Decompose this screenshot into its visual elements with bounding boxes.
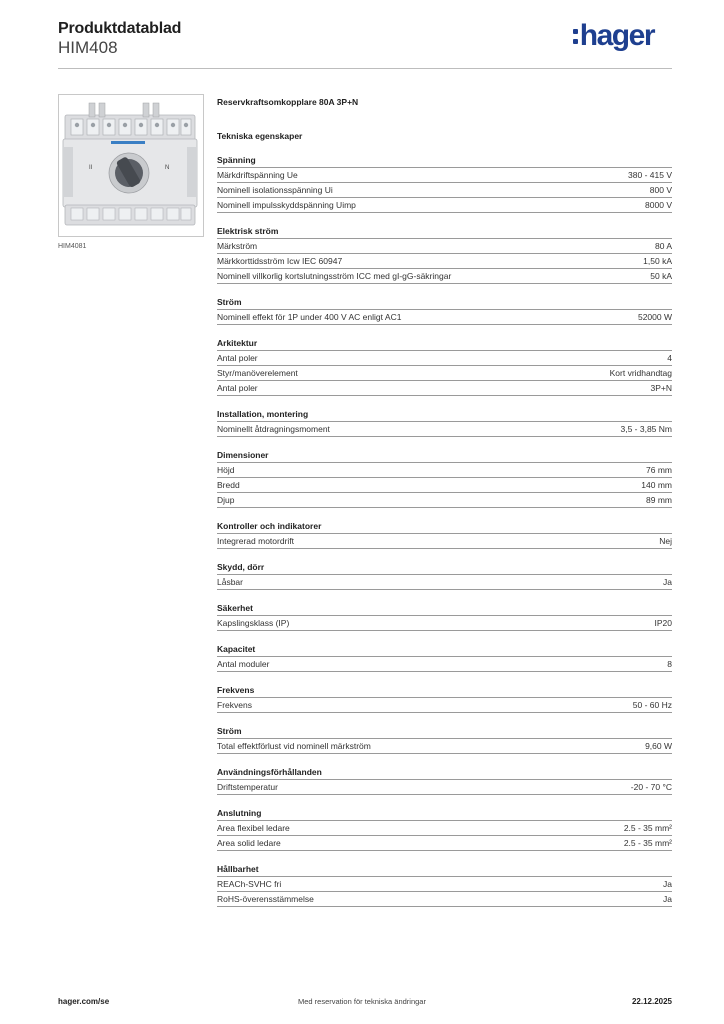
- spec-label: Total effektförlust vid nominell märkström: [217, 741, 371, 751]
- logo-text: hager: [579, 19, 654, 52]
- spec-row: [217, 478, 672, 493]
- spec-row: [217, 381, 672, 396]
- header-divider: [58, 68, 672, 69]
- section-title: Dimensioner: [217, 448, 672, 463]
- section-title: Ström: [217, 724, 672, 739]
- spec-row: [217, 422, 672, 437]
- section-title: Elektrisk ström: [217, 224, 672, 239]
- spec-row: [217, 463, 672, 478]
- spec-label: Märkdriftspänning Ue: [217, 170, 298, 180]
- spec-section: [217, 601, 672, 631]
- spec-section: [217, 224, 672, 284]
- spec-label: Märkström: [217, 241, 258, 251]
- spec-value: 2.5 - 35 mm²: [623, 838, 672, 848]
- spec-value: 9,60 W: [645, 741, 672, 751]
- spec-value: 8000 V: [645, 200, 672, 210]
- technical-heading: Tekniska egenskaper: [217, 131, 303, 141]
- spec-section: [217, 519, 672, 549]
- spec-row: [217, 877, 672, 892]
- spec-section: [217, 683, 672, 713]
- spec-label: Driftstemperatur: [217, 782, 278, 792]
- spec-section: [217, 153, 672, 213]
- page-title: Produktdatablad: [58, 20, 182, 37]
- spec-row: [217, 739, 672, 754]
- image-caption: HIM4081: [58, 243, 87, 250]
- product-code: HIM408: [58, 38, 118, 57]
- spec-label: Antal moduler: [217, 659, 270, 669]
- spec-section: [217, 407, 672, 437]
- spec-value: Ja: [663, 879, 672, 889]
- spec-row: [217, 892, 672, 907]
- spec-label: Märkkorttidsström Icw IEC 60947: [217, 256, 343, 266]
- spec-row: [217, 351, 672, 366]
- section-title: Anslutning: [217, 806, 672, 821]
- spec-label: Nominell impulsskyddspänning Uimp: [217, 200, 356, 210]
- spec-value: 800 V: [649, 185, 672, 195]
- section-title: Kapacitet: [217, 642, 672, 657]
- spec-value: Ja: [663, 577, 672, 587]
- spec-value: Ja: [663, 894, 672, 904]
- spec-value: 89 mm: [646, 495, 672, 505]
- spec-row: [217, 269, 672, 284]
- spec-label: Nominell villkorlig kortslutningsström ICC med gI-gG-säkringar: [217, 271, 452, 281]
- spec-label: Styr/manöverelement: [217, 368, 298, 378]
- spec-row: [217, 198, 672, 213]
- spec-label: REACh-SVHC fri: [217, 879, 282, 889]
- spec-value: 52000 W: [637, 312, 672, 322]
- spec-section: [217, 448, 672, 508]
- section-title: Frekvens: [217, 683, 672, 698]
- spec-value: 80 A: [654, 241, 672, 251]
- spec-label: Nominell isolationsspänning Ui: [217, 185, 333, 195]
- product-image: [58, 94, 204, 237]
- section-title: Ström: [217, 295, 672, 310]
- spec-row: [217, 575, 672, 590]
- spec-value: 3,5 - 3,85 Nm: [620, 424, 672, 434]
- spec-label: Kapslingsklass (IP): [217, 618, 290, 628]
- spec-value: 50 kA: [650, 271, 672, 281]
- spec-label: Nominellt åtdragningsmoment: [217, 424, 330, 434]
- footer-website: hager.com/se: [58, 997, 110, 1006]
- spec-label: Area flexibel ledare: [217, 823, 290, 833]
- section-title: Säkerhet: [217, 601, 672, 616]
- svg-text:II: II: [89, 165, 93, 171]
- spec-label: Area solid ledare: [217, 838, 281, 848]
- spec-row: [217, 254, 672, 269]
- spec-row: [217, 780, 672, 795]
- spec-label: Frekvens: [217, 700, 252, 710]
- footer-date: 22.12.2025: [631, 997, 672, 1006]
- page-header: [58, 20, 672, 70]
- spec-section: [217, 862, 672, 907]
- section-title: Kontroller och indikatorer: [217, 519, 672, 534]
- spec-label: Antal poler: [217, 353, 258, 363]
- spec-value: 3P+N: [650, 383, 672, 393]
- svg-text:N: N: [165, 165, 170, 171]
- spec-value: 380 - 415 V: [628, 170, 672, 180]
- spec-value: 140 mm: [641, 480, 672, 490]
- spec-row: [217, 698, 672, 713]
- spec-value: -20 - 70 °C: [630, 782, 672, 792]
- section-title: Arkitektur: [217, 336, 672, 351]
- spec-row: [217, 493, 672, 508]
- product-name: Reservkraftsomkopplare 80A 3P+N: [217, 97, 359, 107]
- spec-label: Djup: [217, 495, 235, 505]
- section-title: Installation, montering: [217, 407, 672, 422]
- spec-value: IP20: [654, 618, 672, 628]
- spec-section: [217, 765, 672, 795]
- datasheet-content: [217, 96, 672, 907]
- spec-section: [217, 642, 672, 672]
- logo-dots-icon: [573, 25, 578, 47]
- spec-value: 1,50 kA: [643, 256, 672, 266]
- spec-label: Nominell effekt för 1P under 400 V AC enligt AC1: [217, 312, 402, 322]
- spec-row: [217, 168, 672, 183]
- spec-row: [217, 836, 672, 851]
- spec-row: [217, 366, 672, 381]
- section-title: Skydd, dörr: [217, 560, 672, 575]
- spec-row: [217, 183, 672, 198]
- spec-value: Kort vridhandtag: [609, 368, 672, 378]
- spec-value: Nej: [659, 536, 672, 546]
- section-title: Spänning: [217, 153, 672, 168]
- spec-label: Bredd: [217, 480, 240, 490]
- spec-value: 50 - 60 Hz: [632, 700, 672, 710]
- footer-disclaimer: Med reservation för tekniska ändringar: [298, 997, 426, 1006]
- spec-section: [217, 560, 672, 590]
- changeover-switch-product-icon: [59, 95, 203, 236]
- hager-logo: [573, 18, 654, 54]
- spec-section: [217, 806, 672, 851]
- spec-row: [217, 239, 672, 254]
- spec-label: Höjd: [217, 465, 235, 475]
- spec-row: [217, 616, 672, 631]
- spec-label: Låsbar: [217, 577, 243, 587]
- spec-row: [217, 657, 672, 672]
- section-title: Hållbarhet: [217, 862, 672, 877]
- spec-section: [217, 295, 672, 325]
- spec-row: [217, 534, 672, 549]
- spec-label: Antal poler: [217, 383, 258, 393]
- spec-section: [217, 724, 672, 754]
- spec-value: 4: [667, 353, 672, 363]
- spec-label: RoHS-överensstämmelse: [217, 894, 314, 904]
- spec-row: [217, 821, 672, 836]
- spec-value: 8: [667, 659, 672, 669]
- spec-section: [217, 336, 672, 396]
- spec-value: 76 mm: [646, 465, 672, 475]
- spec-sections: [217, 153, 672, 907]
- spec-value: 2.5 - 35 mm²: [623, 823, 672, 833]
- section-title: Användningsförhållanden: [217, 765, 672, 780]
- spec-row: [217, 310, 672, 325]
- spec-label: Integrerad motordrift: [217, 536, 295, 546]
